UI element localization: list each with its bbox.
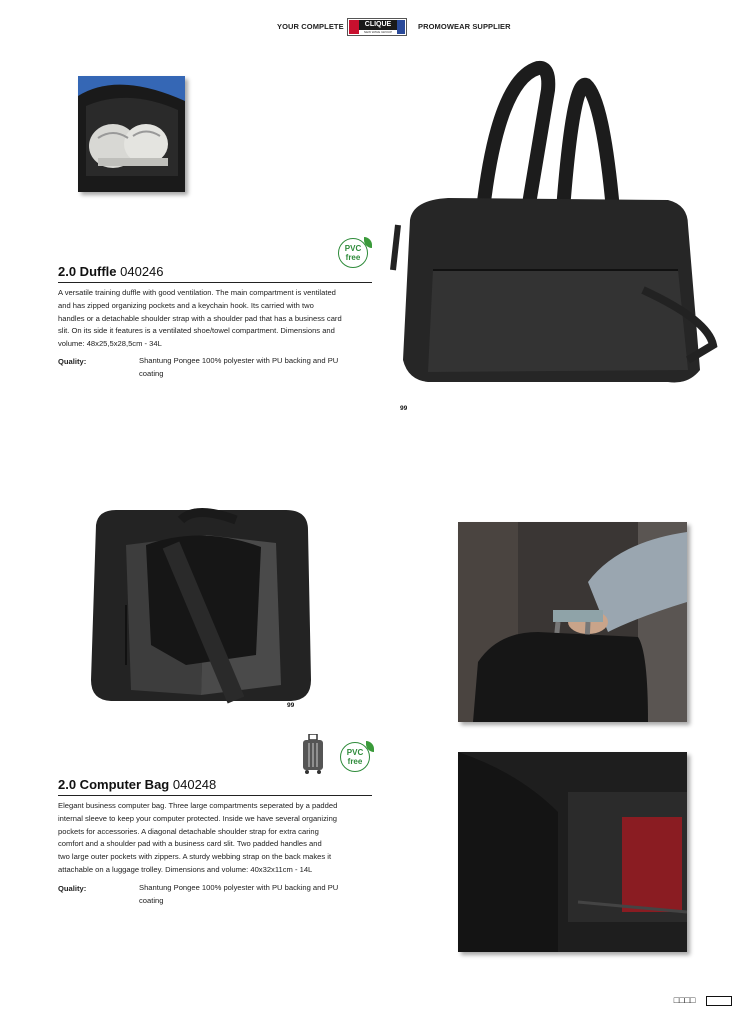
title-divider: [58, 282, 372, 283]
desc-line: two large outer pockets with zippers. A sturdy webbing strap on the back makes it: [58, 852, 332, 862]
quality-line: coating: [139, 368, 164, 378]
quality-value: [139, 882, 379, 908]
product-name: 2.0 Computer Bag: [58, 777, 170, 792]
clique-logo: [347, 18, 407, 36]
duffle-bag-image: [388, 60, 720, 390]
header-right-text: PROMOWEAR SUPPLIER: [418, 22, 511, 31]
product-description: [58, 287, 378, 351]
pvc-free-badge: [338, 238, 368, 268]
computer-bag-color-code: 99: [287, 702, 295, 709]
footer-mark-text: □□□□: [673, 995, 696, 1006]
logo-name: CLIQUE: [359, 20, 397, 30]
duffle-color-code: 99: [400, 405, 408, 412]
desc-line: and has zipped organizing pockets and a keychain hook. Its carried with two: [58, 300, 314, 310]
header-left-text: YOUR COMPLETE: [277, 22, 344, 31]
desc-line: attachable on a luggage trolley. Dimensions and volume: 40x32x11cm - 14L: [58, 864, 313, 874]
desc-line: handles or a detachable shoulder strap with a shoulder pad that has a business card: [58, 313, 342, 323]
desc-line: A versatile training duffle with good ventilation. The main compartment is ventilated: [58, 288, 336, 297]
quality-line: Shantung Pongee 100% polyester with PU backing and PU: [139, 883, 339, 892]
shoe-compartment-photo: [78, 76, 185, 192]
pvc-badge-line2: free: [345, 253, 361, 262]
desc-line: internal sleeve to keep your computer protected. Inside we have several organizing: [58, 813, 338, 823]
desc-line: pockets for accessories. A diagonal detachable shoulder strap for extra caring: [58, 826, 319, 836]
footer-marks: [674, 995, 732, 1006]
logo-tagline: NEW WAVE GROUP: [363, 30, 393, 34]
desc-line: Elegant business computer bag. Three large compartments seperated by a padded: [58, 801, 338, 810]
pvc-free-badge: [340, 742, 370, 772]
quality-line: coating: [139, 895, 164, 905]
computer-bag-image: [86, 505, 316, 705]
product-title: [58, 777, 216, 792]
quality-line: Shantung Pongee 100% polyester with PU backing and PU: [139, 356, 339, 365]
product-code: 040248: [172, 777, 217, 792]
product-description: [58, 800, 378, 877]
trolley-photo: [458, 522, 687, 722]
quality-label: Quality:: [58, 884, 87, 893]
title-divider: [58, 795, 372, 796]
quality-label: Quality:: [58, 357, 87, 366]
trolley-icon: [302, 734, 324, 774]
product-title: [58, 264, 164, 279]
desc-line: comfort and a shoulder pad with a business card slit. Two padded handles and: [58, 839, 322, 849]
product-name: 2.0 Duffle: [58, 264, 117, 279]
desc-line: volume: 48x25,5x28,5cm - 34L: [58, 339, 162, 349]
product-code: 040246: [120, 264, 164, 279]
bag-interior-photo: [458, 752, 687, 952]
quality-value: [139, 355, 379, 381]
page-header: [0, 18, 754, 40]
pvc-badge-line2: free: [347, 757, 363, 766]
page-number-box: [706, 996, 732, 1006]
pvc-badge-line1: PVC: [346, 748, 364, 757]
desc-line: slit. On its side it features is a ventilated shoe/towel compartment. Dimensions and: [58, 326, 335, 336]
pvc-badge-line1: PVC: [344, 244, 362, 253]
